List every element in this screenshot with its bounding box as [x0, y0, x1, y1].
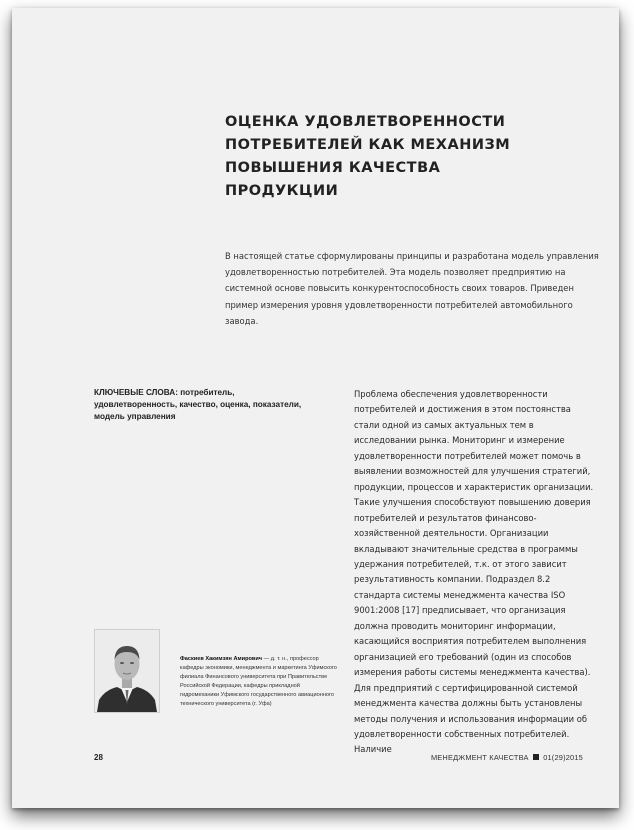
page-number: 28: [94, 753, 103, 762]
author-details: — д. т. н., профессор кафедры экономики, менеджмента и маркетинга Уфимского филиала Финансового университета при Правительстве Российской Федерации, кафедры прикладной гидромеханики Уфимского государственного авиационного технического университета (г. Уфа): [180, 656, 337, 707]
square-bullet-icon: [533, 754, 539, 760]
journal-name: МЕНЕДЖМЕНТ КАЧЕСТВА: [430, 753, 529, 762]
author-portrait-icon: [95, 630, 159, 712]
author-name: Фаскиев Хакимзян Амирович: [180, 656, 263, 662]
article-abstract: В настоящей статье сформулированы принципы и разработана модель управления удовлетворенностью потребителей. Эта модель позволяет предприятию на системной основе повысить конкурентоспособность своих товаров. Приведен пример измерения уровня удовлетворенности потребителей автомобильного завода.: [225, 251, 599, 326]
journal-issue: 01(29)2015: [543, 753, 583, 762]
article-keywords: КЛЮЧЕВЫЕ СЛОВА: потребитель, удовлетворенность, качество, оценка, показатели, модель управления: [94, 388, 302, 421]
article-body: Проблема обеспечения удовлетворенности потребителей и достижения в этом постоянства стали одной из самых актуальных тем в исследовании рынка. Мониторинг и измерение удовлетворенности потребителей может помочь в выявлении возможностей для улучшения стратегий, продукции, процессов и характеристик организации. Такие улучшения способствуют повышению доверия потребителей и результатов финансово-хозяйственной деятельности. Организации вкладывают значительные средства в программы удержания потребителей, т.к. от этого зависит результативность компании. Подраздел 8.2 стандарта системы менеджмента качества ISO 9001:2008 [17] предписывает, что организация должна проводить мониторинг информации, касающийся восприятия потребителем выполнения организацией его требований (один из способов измерения работы системы менеджмента качества). Для предприятий с сертифицированной системой менеджмента качества должны быть установлены методы получения и использования информации об удовлетворенности собственных потребителей. Наличие: [354, 389, 594, 755]
journal-footer: [431, 753, 583, 762]
article-title: ОЦЕНКА УДОВЛЕТВОРЕННОСТИ ПОТРЕБИТЕЛЕЙ КАК МЕХАНИЗМ ПОВЫШЕНИЯ КАЧЕСТВА ПРОДУКЦИИ: [225, 114, 511, 199]
journal-page: [12, 8, 619, 808]
author-photo: [94, 629, 160, 713]
author-info: [180, 655, 338, 708]
